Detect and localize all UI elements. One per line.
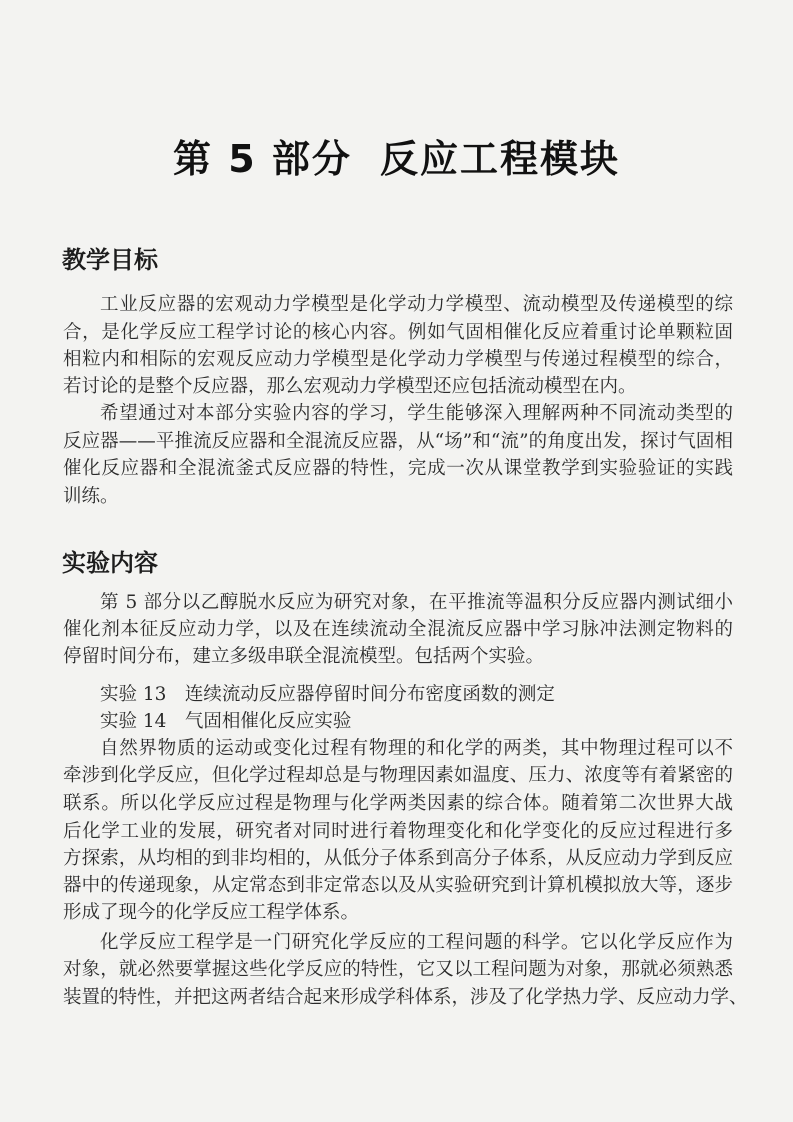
text-line: 第 5 部分以乙醇脱水反应为研究对象，在平推流等温积分反应器内测试细小 (100, 592, 733, 613)
text-line: 方探索，从均相的到非均相的，从低分子体系到高分子体系，从反应动力学到反应 (63, 848, 733, 869)
part-number: 第 5 部分 (173, 137, 352, 181)
text-line: 催化反应器和全混流釜式反应器的特性，完成一次从课堂教学到实验验证的实践 (63, 458, 733, 479)
part-title (0, 128, 793, 183)
text-line: 停留时间分布，建立多级串联全混流模型。包括两个实验。 (63, 646, 545, 667)
section-heading-teaching-goals: 教学目标 (62, 246, 158, 274)
text-line: 联系。所以化学反应过程是物理与化学两类因素的综合体。随着第二次世界大战 (63, 793, 733, 814)
part-name: 反应工程模块 (379, 137, 620, 181)
text-line: 训练。 (63, 486, 119, 507)
experiment-item: 实验 14 气固相催化反应实验 (100, 711, 352, 732)
text-line: 化学反应工程学是一门研究化学反应的工程问题的科学。它以化学反应作为 (100, 932, 733, 953)
text-line: 工业反应器的宏观动力学模型是化学动力学模型、流动模型及传递模型的综 (100, 294, 733, 315)
text-line: 催化剂本征反应动力学，以及在连续流动全混流反应器中学习脉冲法测定物料的 (63, 619, 733, 640)
text-line: 装置的特性，并把这两者结合起来形成学科体系，涉及了化学热力学、反应动力学、 (63, 987, 748, 1008)
experiment-item: 实验 13 连续流动反应器停留时间分布密度函数的测定 (100, 684, 555, 705)
text-line: 器中的传递现象，从定常态到非定常态以及从实验研究到计算机模拟放大等，逐步 (63, 875, 733, 896)
text-line: 牵涉到化学反应，但化学过程却总是与物理因素如温度、压力、浓度等有着紧密的 (63, 765, 733, 786)
text-line: 若讨论的是整个反应器，那么宏观动力学模型还应包括流动模型在内。 (63, 376, 637, 397)
text-line: 对象，就必然要掌握这些化学反应的特性，它又以工程问题为对象，那就必须熟悉 (63, 959, 733, 980)
text-line: 后化学工业的发展，研究者对同时进行着物理变化和化学变化的反应过程进行多 (63, 821, 733, 842)
text-line: 相粒内和相际的宏观反应动力学模型是化学动力学模型与传递过程模型的综合， (63, 349, 733, 370)
text-line: 合，是化学反应工程学讨论的核心内容。例如气固相催化反应着重讨论单颗粒固 (63, 322, 733, 343)
section-heading-experiment-content: 实验内容 (62, 549, 158, 577)
text-line: 形成了现今的化学反应工程学体系。 (63, 902, 360, 923)
text-line: 希望通过对本部分实验内容的学习，学生能够深入理解两种不同流动类型的 (100, 403, 733, 424)
text-line: 反应器——平推流反应器和全混流反应器，从“场”和“流”的角度出发，探讨气固相 (63, 431, 733, 452)
text-line: 自然界物质的运动或变化过程有物理的和化学的两类，其中物理过程可以不 (100, 738, 733, 759)
